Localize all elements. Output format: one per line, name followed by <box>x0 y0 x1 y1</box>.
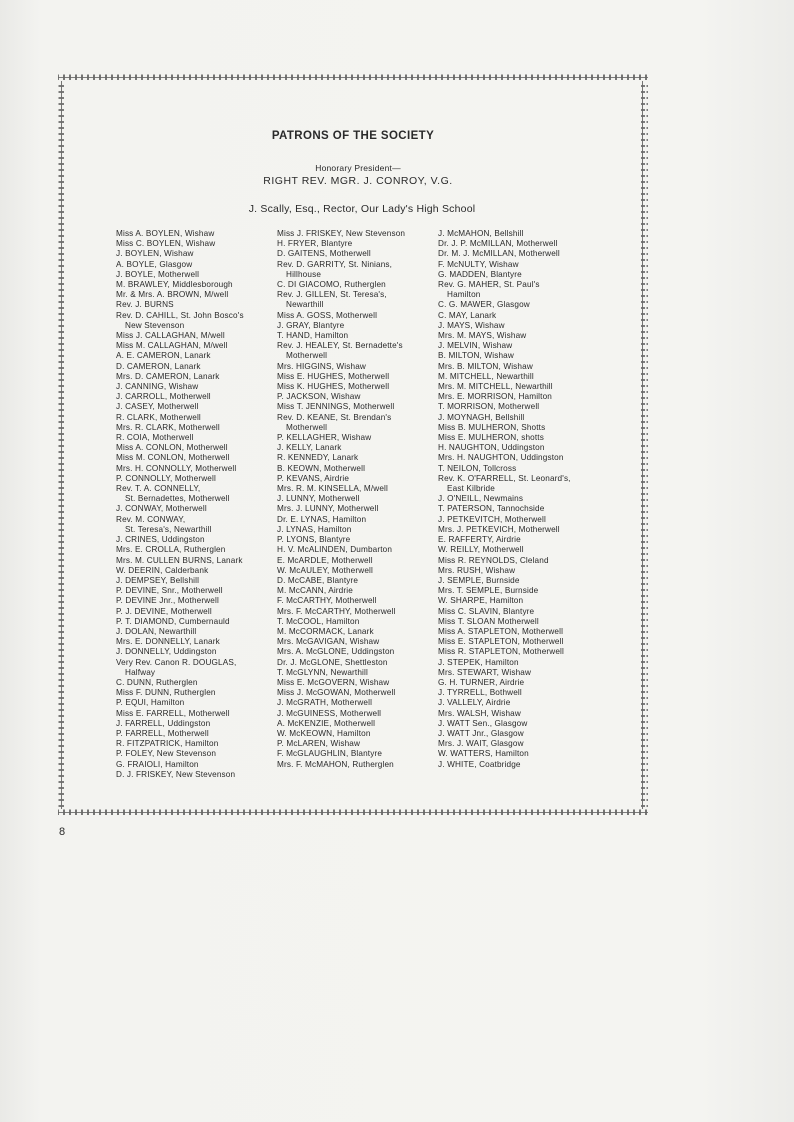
patron-entry: Newarthill <box>286 300 324 310</box>
patron-entry: Mrs. McGAVIGAN, Wishaw <box>277 637 380 647</box>
patron-entry: F. McCARTHY, Motherwell <box>277 596 377 606</box>
patron-entry: J. CRINES, Uddingston <box>116 535 205 545</box>
patron-entry: E. RAFFERTY, Airdrie <box>438 535 521 545</box>
patron-entry: Miss A. GOSS, Motherwell <box>277 310 378 320</box>
patron-entry: P. EQUI, Hamilton <box>116 698 185 708</box>
rector-line: J. Scally, Esq., Rector, Our Lady's High School <box>248 203 476 215</box>
patron-entry: Rev. D. KEANE, St. Brendan's <box>277 412 392 422</box>
patron-entry: Miss J. CALLAGHAN, M/well <box>116 331 225 341</box>
patron-entry: H. V. McALINDEN, Dumbarton <box>277 545 393 555</box>
patron-entry: P. DEVINE, Snr., Motherwell <box>116 586 223 596</box>
patron-entry: Miss M. CALLAGHAN, M/well <box>116 341 228 351</box>
patron-entry: B. KEOWN, Motherwell <box>277 463 366 473</box>
patron-entry: P. LYONS, Blantyre <box>277 535 351 545</box>
patron-entry: St. Bernadettes, Motherwell <box>125 494 230 504</box>
patron-entry: Mrs. HIGGINS, Wishaw <box>277 361 366 371</box>
patron-entry: Mrs. T. SEMPLE, Burnside <box>438 586 539 596</box>
patron-entry: J. CARROLL, Motherwell <box>116 392 211 402</box>
patron-entry: Dr. M. J. McMILLAN, Motherwell <box>438 249 560 259</box>
patron-entry: Mrs. H. CONNOLLY, Motherwell <box>116 463 237 473</box>
patron-entry: Mrs. E. MORRISON, Hamilton <box>438 392 552 402</box>
patron-entry: T. HAND, Hamilton <box>277 331 349 341</box>
patron-entry: J. BOYLEN, Wishaw <box>116 249 194 259</box>
patron-entry: Very Rev. Canon R. DOUGLAS, <box>116 657 237 667</box>
patron-entry: Rev. M. CONWAY, <box>116 514 186 524</box>
patron-entry: J. DONNELLY, Uddingston <box>116 647 217 657</box>
patron-entry: Mrs. H. NAUGHTON, Uddingston <box>438 453 564 463</box>
patron-entry: G. FRAIOLI, Hamilton <box>116 759 199 769</box>
patron-entry: F. McNULTY, Wishaw <box>438 259 519 269</box>
patron-entry: W. SHARPE, Hamilton <box>438 596 524 606</box>
patron-entry: P. KEVANS, Airdrie <box>277 473 350 483</box>
patron-entry: P. FARRELL, Motherwell <box>116 728 209 738</box>
patron-entry: Rev. J. HEALEY, St. Bernadette's <box>277 341 403 351</box>
patron-entry: J. FARRELL, Uddingston <box>116 718 211 728</box>
patron-entry: Mrs. M. CULLEN BURNS, Lanark <box>116 555 243 565</box>
patron-entry: R. FITZPATRICK, Hamilton <box>116 739 219 749</box>
patron-entry: G. MADDEN, Blantyre <box>438 269 522 279</box>
patron-entry: W. McAULEY, Motherwell <box>277 565 373 575</box>
patron-entry: B. MILTON, Wishaw <box>438 351 514 361</box>
patron-entry: P. CONNOLLY, Motherwell <box>116 473 216 483</box>
patron-entry: Mrs. F. McMAHON, Rutherglen <box>277 759 394 769</box>
patron-entry: Miss R. REYNOLDS, Cleland <box>438 555 549 565</box>
patron-entry: T. NEILON, Tollcross <box>438 463 517 473</box>
patrons-frame <box>58 74 648 816</box>
patron-entry: Motherwell <box>286 422 328 432</box>
patron-entry: R. COIA, Motherwell <box>116 433 194 443</box>
honorary-president-name: RIGHT REV. MGR. J. CONROY, V.G. <box>263 175 453 187</box>
patron-entry: Mrs. M. MITCHELL, Newarthill <box>438 382 553 392</box>
patron-entry: Mrs. STEWART, Wishaw <box>438 667 532 677</box>
patron-entry: Mr. & Mrs. A. BROWN, M/well <box>116 290 229 300</box>
patron-entry: Mrs. B. MILTON, Wishaw <box>438 361 533 371</box>
patron-entry: P. McLAREN, Wishaw <box>277 739 361 749</box>
patron-entry: J. PETKEVITCH, Motherwell <box>438 514 546 524</box>
patron-entry: Miss E. FARRELL, Motherwell <box>116 708 230 718</box>
patron-entry: J. MOYNAGH, Bellshill <box>438 412 525 422</box>
patron-entry: A. BOYLE, Glasgow <box>116 259 193 269</box>
patron-entry: R. CLARK, Motherwell <box>116 412 201 422</box>
patron-entry: W. McKEOWN, Hamilton <box>277 728 371 738</box>
patron-entry: Rev. D. GARRITY, St. Ninians, <box>277 259 393 269</box>
patron-entry: Mrs. WALSH, Wishaw <box>438 708 521 718</box>
patron-entry: Miss R. STAPLETON, Motherwell <box>438 647 564 657</box>
patron-entry: Miss J. McGOWAN, Motherwell <box>277 688 396 698</box>
patron-entry: J. CANNING, Wishaw <box>116 382 199 392</box>
patron-entry: Mrs. R. M. KINSELLA, M/well <box>277 484 388 494</box>
page-number: 8 <box>59 826 66 838</box>
patron-entry: Mrs. A. McGLONE, Uddingston <box>277 647 395 657</box>
patron-entry: R. KENNEDY, Lanark <box>277 453 359 463</box>
patron-entry: J. WATT Jnr., Glasgow <box>438 728 524 738</box>
patron-entry: Miss E. STAPLETON, Motherwell <box>438 637 564 647</box>
patron-entry: J. O'NEILL, Newmains <box>438 494 524 504</box>
patron-entry: Mrs. E. DONNELLY, Lanark <box>116 637 220 647</box>
patron-entry: Mrs. R. CLARK, Motherwell <box>116 422 220 432</box>
patron-entry: Miss K. HUGHES, Motherwell <box>277 382 390 392</box>
patron-entry: Miss C. SLAVIN, Blantyre <box>438 606 535 616</box>
patron-entry: Mrs. M. MAYS, Wishaw <box>438 331 527 341</box>
patron-entry: A. E. CAMERON, Lanark <box>116 351 211 361</box>
patron-entry: D. J. FRISKEY, New Stevenson <box>116 769 236 779</box>
patron-entry: M. McCANN, Airdrie <box>277 586 353 596</box>
patron-entry: Dr. J. McGLONE, Shettleston <box>277 657 388 667</box>
patron-entry: P. T. DIAMOND, Cumbernauld <box>116 616 230 626</box>
patron-entry: St. Teresa's, Newarthill <box>125 524 212 534</box>
patron-entry: Dr. E. LYNAS, Hamilton <box>277 514 367 524</box>
patron-entry: P. KELLAGHER, Wishaw <box>277 433 372 443</box>
patron-entry: Dr. J. P. McMILLAN, Motherwell <box>438 239 558 249</box>
patron-entry: Mrs. J. PETKEVICH, Motherwell <box>438 524 560 534</box>
patron-entry: Miss T. JENNINGS, Motherwell <box>277 402 395 412</box>
patron-entry: M. MITCHELL, Newarthill <box>438 371 534 381</box>
patron-entry: P. DEVINE Jnr., Motherwell <box>116 596 219 606</box>
patron-entry: J. GRAY, Blantyre <box>277 320 345 330</box>
patron-entry: J. McGRATH, Motherwell <box>277 698 373 708</box>
patron-entry: W. DEERIN, Calderbank <box>116 565 209 575</box>
patron-entry: J. McGUINESS, Motherwell <box>277 708 382 718</box>
patron-entry: E. McARDLE, Motherwell <box>277 555 373 565</box>
patron-entry: D. GAITENS, Motherwell <box>277 249 371 259</box>
patron-entry: Miss A. BOYLEN, Wishaw <box>116 229 215 238</box>
patron-entry: J. SEMPLE, Burnside <box>438 575 520 585</box>
patron-entry: Miss A. STAPLETON, Motherwell <box>438 626 564 636</box>
patron-entry: C. DUNN, Rutherglen <box>116 677 198 687</box>
patrons-column-3 <box>438 229 598 770</box>
patron-entry: F. McGLAUGHLIN, Blantyre <box>277 749 383 759</box>
patron-entry: Mrs. RUSH, Wishaw <box>438 565 516 575</box>
patron-entry: Miss T. SLOAN Motherwell <box>438 616 539 626</box>
patron-entry: Miss J. FRISKEY, New Stevenson <box>277 229 406 238</box>
patron-entry: Rev. K. O'FARRELL, St. Leonard's, <box>438 473 571 483</box>
patron-entry: Miss A. CONLON, Motherwell <box>116 443 228 453</box>
patron-entry: D. McCABE, Blantyre <box>277 575 359 585</box>
patron-entry: C. MAY, Lanark <box>438 310 497 320</box>
patron-entry: Miss E. HUGHES, Motherwell <box>277 371 390 381</box>
patron-entry: J. DOLAN, Newarthill <box>116 626 197 636</box>
patron-entry: Hillhouse <box>286 269 322 279</box>
patron-entry: H. FRYER, Blantyre <box>277 239 353 249</box>
patron-entry: J. KELLY, Lanark <box>277 443 342 453</box>
patron-entry: J. McMAHON, Bellshill <box>438 229 524 238</box>
patron-entry: G. H. TURNER, Airdrie <box>438 677 525 687</box>
patron-entry: J. LUNNY, Motherwell <box>277 494 360 504</box>
patron-entry: J. MELVIN, Wishaw <box>438 341 513 351</box>
patron-entry: Halfway <box>125 667 156 677</box>
patron-entry: J. WHITE, Coatbridge <box>438 759 521 769</box>
patron-entry: Hamilton <box>447 290 481 300</box>
patron-entry: J. BOYLE, Motherwell <box>116 269 200 279</box>
patron-entry: W. REILLY, Motherwell <box>438 545 524 555</box>
patron-entry: New Stevenson <box>125 320 185 330</box>
patron-entry: Rev. J. GILLEN, St. Teresa's, <box>277 290 387 300</box>
patron-entry: Miss M. CONLON, Motherwell <box>116 453 230 463</box>
patron-entry: T. McCOOL, Hamilton <box>277 616 360 626</box>
patron-entry: J. MAYS, Wishaw <box>438 320 505 330</box>
patron-entry: P. FOLEY, New Stevenson <box>116 749 217 759</box>
patron-entry: Rev. G. MAHER, St. Paul's <box>438 280 540 290</box>
patron-entry: Rev. J. BURNS <box>116 300 174 310</box>
patron-entry: Rev. T. A. CONNELLY, <box>116 484 201 494</box>
patron-entry: W. WATTERS, Hamilton <box>438 749 529 759</box>
patron-entry: Mrs. F. McCARTHY, Motherwell <box>277 606 396 616</box>
patron-entry: T. McGLYNN, Newarthill <box>277 667 368 677</box>
patron-entry: T. PATERSON, Tannochside <box>438 504 545 514</box>
patron-entry: Mrs. D. CAMERON, Lanark <box>116 371 220 381</box>
patron-entry: Miss F. DUNN, Rutherglen <box>116 688 216 698</box>
patron-entry: J. WATT Sen., Glasgow <box>438 718 528 728</box>
patron-entry: H. NAUGHTON, Uddingston <box>438 443 545 453</box>
patron-entry: Mrs. J. WAIT, Glasgow <box>438 739 524 749</box>
patron-entry: P. JACKSON, Wishaw <box>277 392 361 402</box>
patron-entry: Mrs. E. CROLLA, Rutherglen <box>116 545 226 555</box>
patron-entry: Mrs. J. LUNNY, Motherwell <box>277 504 379 514</box>
patrons-column-2 <box>277 229 437 770</box>
patron-entry: Miss E. McGOVERN, Wishaw <box>277 677 390 687</box>
patron-entry: P. J. DEVINE, Motherwell <box>116 606 212 616</box>
patron-entry: A. McKENZIE, Motherwell <box>277 718 376 728</box>
honorary-president-label: Honorary President— <box>315 163 401 173</box>
patron-entry: J. CASEY, Motherwell <box>116 402 199 412</box>
patron-entry: Miss C. BOYLEN, Wishaw <box>116 239 216 249</box>
patron-entry: Miss E. MULHERON, shotts <box>438 433 544 443</box>
patron-entry: East Kilbride <box>447 484 495 494</box>
patron-entry: Miss B. MULHERON, Shotts <box>438 422 546 432</box>
patron-entry: C. G. MAWER, Glasgow <box>438 300 530 310</box>
patron-entry: J. CONWAY, Motherwell <box>116 504 207 514</box>
patron-entry: J. TYRRELL, Bothwell <box>438 688 522 698</box>
patron-entry: D. CAMERON, Lanark <box>116 361 201 371</box>
patron-entry: Motherwell <box>286 351 328 361</box>
patron-entry: M. BRAWLEY, Middlesborough <box>116 280 233 290</box>
patron-entry: J. VALLELY, Airdrie <box>438 698 511 708</box>
patron-entry: M. McCORMACK, Lanark <box>277 626 374 636</box>
patron-entry: C. DI GIACOMO, Rutherglen <box>277 280 386 290</box>
patron-entry: J. STEPEK, Hamilton <box>438 657 519 667</box>
patrons-column-1 <box>116 229 276 780</box>
patron-entry: Rev. D. CAHILL, St. John Bosco's <box>116 310 244 320</box>
patron-entry: J. LYNAS, Hamilton <box>277 524 352 534</box>
page-title: PATRONS OF THE SOCIETY <box>271 130 435 142</box>
patron-entry: T. MORRISON, Motherwell <box>438 402 540 412</box>
patron-entry: J. DEMPSEY, Bellshill <box>116 575 200 585</box>
